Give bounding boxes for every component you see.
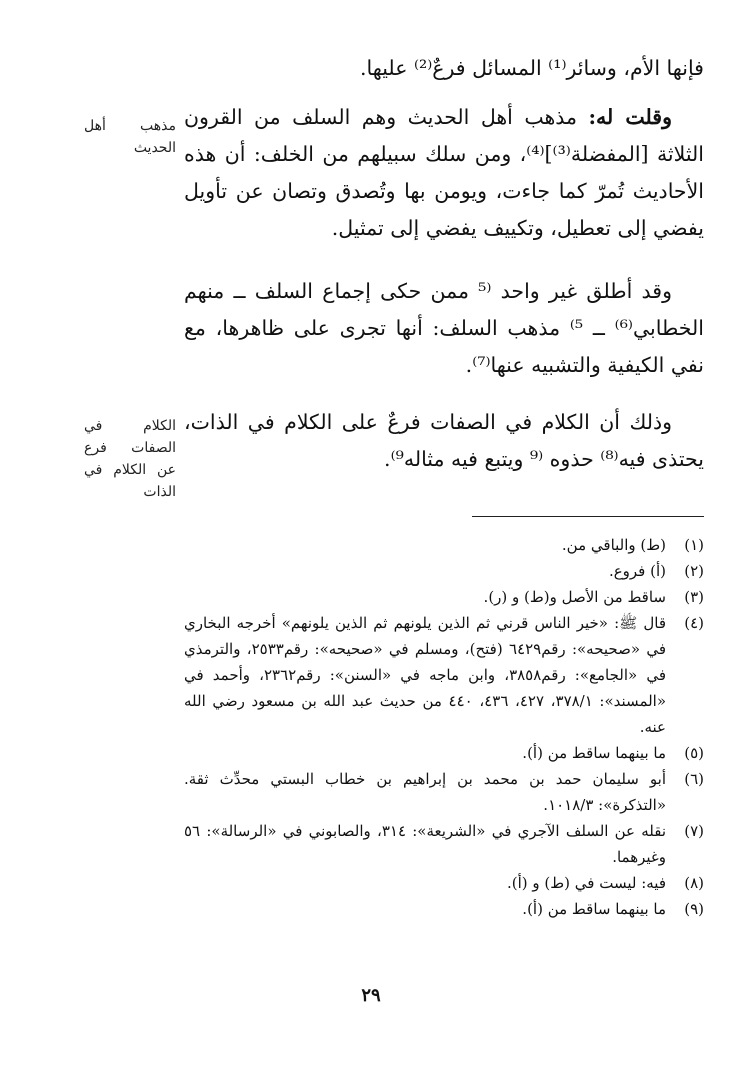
footnote-text: (ط) والباقي من. — [561, 536, 666, 554]
paragraph-2 — [184, 99, 704, 247]
footnote-number: (٥) — [684, 744, 704, 762]
footnote-item — [184, 558, 704, 584]
footnote-number: (٢) — [684, 562, 704, 580]
footnote-number: (٣) — [684, 588, 704, 606]
footnotes — [184, 532, 704, 922]
footnote-item — [184, 740, 704, 766]
footnote-item — [184, 766, 704, 818]
footnote-text: قال ﷺ: «خير الناس قرني ثم الذين يلونهم ثم الذين يلونهم» أخرجه البخاري في «صحيحه»: رقم٦٤٢٩ (فتح)، ومسلم في «صحيحه»: رقم٢٥٣٣، والترمذي في «الجامع»: رقم٣٨٥٨، وابن ماجه في «السنن»: رقم٢٣٦٢، وأحمد في «المسند»: ٣٧٨/١، ٤٢٧، ٤٣٦، ٤٤٠ من حديث عبد الله بن مسعود رضي الله عنه. — [184, 614, 667, 736]
footnote-item — [184, 584, 704, 610]
footnote-item — [184, 896, 704, 922]
page-number: ٢٩ — [361, 985, 381, 1006]
footnote-number: (٤) — [684, 614, 704, 632]
paragraph-4-text: وذلك أن الكلام في الصفات فرعٌ على الكلام في الذات، يحتذى فيه⁽⁸⁾ حذوه ⁽⁹ ويتبع فيه مثاله⁹⁾. — [184, 410, 704, 471]
footnote-text: ما بينهما ساقط من (أ). — [522, 900, 666, 918]
footnote-item — [184, 610, 704, 740]
paragraph-3 — [184, 273, 704, 384]
footnote-number: (٧) — [684, 822, 704, 840]
paragraph-1-text: فإنها الأم، وسائر⁽¹⁾ المسائل فرعٌ⁽²⁾ عليها. — [360, 56, 704, 80]
margin-note-2: الكلام في الصفات فرع عن الكلام في الذات — [84, 418, 176, 500]
paragraph-2-lead: وقلت له: — [588, 105, 672, 129]
paragraph-1 — [184, 50, 704, 87]
footnote-number: (٦) — [684, 770, 704, 788]
footnote-number: (٩) — [684, 900, 704, 918]
paragraph-3-text: وقد أطلق غير واحد ⁽⁵ ممن حكى إجماع السلف ــ منهم الخطابي⁽⁶⁾ ــ ⁵⁾ مذهب السلف: أنها تجرى على ظاهرها، مع نفي الكيفية والتشبيه عنها⁽⁷⁾. — [184, 279, 704, 377]
footnote-item — [184, 870, 704, 896]
footnote-number: (٨) — [684, 874, 704, 892]
footnote-text: أبو سليمان حمد بن محمد بن إبراهيم بن خطاب البستي محدِّث ثقة. «التذكرة»: ١٠١٨/٣. — [184, 770, 666, 814]
footnote-text: ما بينهما ساقط من (أ). — [522, 744, 666, 762]
paragraph-2-text: مذهب أهل الحديث وهم السلف من القرون الثلاثة [المفضلة⁽³⁾]⁽⁴⁾، ومن سلك سبيلهم من الخلف: أن هذه الأحاديث تُمرّ كما جاءت، ويومن بها وتُصدق وتصان عن تأويل يفضي إلى تعطيل، وتكييف يفضي إلى تمثيل. — [184, 105, 704, 240]
margin-note-1: مذهب أهل الحديث — [84, 118, 176, 156]
footnote-text: ساقط من الأصل و(ط) و (ر). — [483, 588, 666, 606]
footnote-text: (أ) فروع. — [608, 562, 666, 580]
footnote-item — [184, 532, 704, 558]
paragraph-4 — [184, 404, 704, 478]
footnote-number: (١) — [684, 536, 704, 554]
footnote-item — [184, 818, 704, 870]
footnote-divider — [472, 516, 704, 517]
footnote-text: نقله عن السلف الآجري في «الشريعة»: ٣١٤، والصابوني في «الرسالة»: ٥٦ وغيرهما. — [184, 822, 666, 866]
footnote-text: فيه: ليست في (ط) و (أ). — [507, 874, 666, 892]
